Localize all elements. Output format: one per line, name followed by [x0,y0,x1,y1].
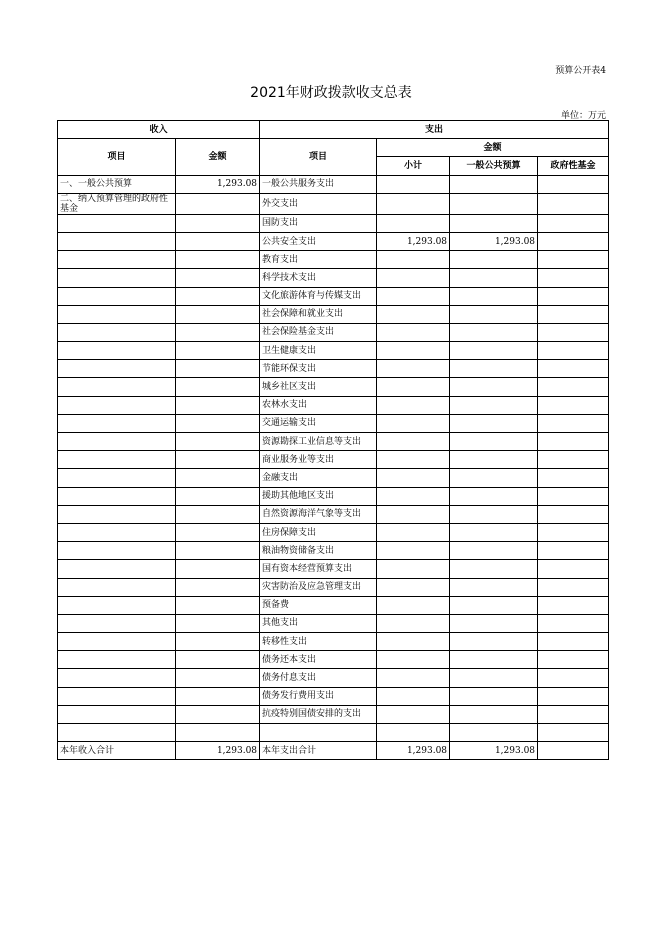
general-budget-cell [450,305,538,323]
subtotal-cell [377,705,450,723]
subtotal-cell [377,214,450,232]
gov-fund-cell [538,342,609,360]
expense-item-header: 项目 [260,139,377,175]
table-row [58,342,609,360]
table-row [58,505,609,523]
expense-item-cell: 住房保障支出 [260,523,377,541]
expense-item-cell: 其他支出 [260,614,377,632]
expense-item-cell: 文化旅游体育与传媒支出 [260,287,377,305]
totals-row [58,742,609,760]
table-row [58,175,609,193]
income-amount-cell [176,614,260,632]
income-item-cell [58,724,176,742]
gov-fund-cell [538,175,609,193]
gov-fund-cell [538,523,609,541]
table-row [58,396,609,414]
expense-item-cell: 抗疫特别国债安排的支出 [260,705,377,723]
income-amount-cell [176,214,260,232]
income-amount-cell [176,396,260,414]
gov-fund-cell [538,578,609,596]
general-budget-cell [450,560,538,578]
gov-fund-cell [538,378,609,396]
income-amount-cell [176,232,260,250]
general-budget-cell [450,214,538,232]
income-amount-cell [176,651,260,669]
expense-item-cell: 债务还本支出 [260,651,377,669]
table-row [58,487,609,505]
general-budget-cell [450,193,538,214]
expense-item-cell: 一般公共服务支出 [260,175,377,193]
income-item-cell [58,269,176,287]
general-budget-cell [450,378,538,396]
expense-amount-header: 金额 [377,139,609,157]
expense-item-cell: 国有资本经营预算支出 [260,560,377,578]
gov-fund-cell [538,596,609,614]
subtotal-cell [377,523,450,541]
expense-item-cell: 国防支出 [260,214,377,232]
table-row [58,596,609,614]
table-row [58,323,609,341]
gov-fund-cell [538,269,609,287]
income-amount-cell [176,523,260,541]
subtotal-cell [377,633,450,651]
subtotal-header: 小计 [377,157,450,175]
general-budget-cell [450,614,538,632]
subtotal-cell [377,193,450,214]
subtotal-cell [377,487,450,505]
table-row [58,287,609,305]
general-budget-cell [450,342,538,360]
general-budget-cell [450,251,538,269]
table-row [58,578,609,596]
income-item-cell [58,469,176,487]
table-row [58,560,609,578]
unit-label: 单位：万元 [560,111,606,121]
income-item-cell [58,669,176,687]
subtotal-cell [377,687,450,705]
income-amount-cell [176,578,260,596]
subtotal-cell [377,269,450,287]
expense-item-cell: 卫生健康支出 [260,342,377,360]
subtotal-cell [377,287,450,305]
expense-item-cell: 节能环保支出 [260,360,377,378]
general-budget-cell [450,687,538,705]
income-amount-header: 金额 [176,139,260,175]
table-row [58,669,609,687]
general-budget-cell [450,175,538,193]
subtotal-cell [377,469,450,487]
gov-fund-cell [538,614,609,632]
expense-total-fund [538,742,609,760]
general-budget-cell [450,451,538,469]
general-budget-cell: 1,293.08 [450,232,538,250]
table-row [58,469,609,487]
income-amount-cell [176,451,260,469]
gov-fund-cell [538,469,609,487]
table-row [58,193,609,214]
gov-fund-cell [538,542,609,560]
gov-fund-cell [538,669,609,687]
income-amount-cell: 1,293.08 [176,175,260,193]
gov-fund-cell [538,633,609,651]
income-item-cell [58,687,176,705]
income-item-cell [58,487,176,505]
gov-fund-cell [538,687,609,705]
general-budget-cell [450,396,538,414]
subtotal-cell [377,614,450,632]
subtotal-cell [377,433,450,451]
header-row-1 [58,121,609,139]
expense-item-cell: 转移性支出 [260,633,377,651]
expense-item-cell: 农林水支出 [260,396,377,414]
expense-total-general: 1,293.08 [450,742,538,760]
income-amount-cell [176,633,260,651]
subtotal-cell [377,323,450,341]
page-title: 2021年财政拨款收支总表 [250,85,412,101]
subtotal-cell [377,342,450,360]
general-budget-cell [450,469,538,487]
gov-fund-cell [538,433,609,451]
subtotal-cell [377,305,450,323]
subtotal-cell [377,669,450,687]
expense-item-cell: 社会保险基金支出 [260,323,377,341]
gov-fund-cell [538,396,609,414]
expense-total-label: 本年支出合计 [260,742,377,760]
expense-item-cell: 金融支出 [260,469,377,487]
form-number: 预算公开表4 [555,66,606,76]
income-item-header: 项目 [58,139,176,175]
gov-fund-cell [538,232,609,250]
table-row [58,232,609,250]
gov-fund-cell [538,360,609,378]
expense-item-cell [260,724,377,742]
table-row [58,705,609,723]
income-amount-cell [176,323,260,341]
gov-fund-cell [538,193,609,214]
table-row [58,687,609,705]
income-amount-cell [176,687,260,705]
income-item-cell [58,214,176,232]
general-budget-cell [450,433,538,451]
table-row [58,451,609,469]
gov-fund-cell [538,305,609,323]
general-budget-cell [450,542,538,560]
general-budget-cell [450,323,538,341]
income-item-cell [58,596,176,614]
general-budget-cell [450,669,538,687]
income-amount-cell [176,542,260,560]
expense-item-cell: 债务付息支出 [260,669,377,687]
gov-fund-cell [538,451,609,469]
general-budget-cell [450,578,538,596]
general-budget-cell [450,287,538,305]
income-item-cell [58,251,176,269]
subtotal-cell [377,724,450,742]
income-item-cell [58,396,176,414]
income-amount-cell [176,193,260,214]
table-row [58,651,609,669]
income-item-cell [58,542,176,560]
income-amount-cell [176,469,260,487]
income-amount-cell [176,378,260,396]
subtotal-cell [377,505,450,523]
expense-item-cell: 科学技术支出 [260,269,377,287]
table-row [58,542,609,560]
income-total-amount: 1,293.08 [176,742,260,760]
income-item-cell [58,433,176,451]
gov-fund-cell [538,505,609,523]
income-item-cell [58,614,176,632]
table-row [58,360,609,378]
expense-item-cell: 资源勘探工业信息等支出 [260,433,377,451]
expense-item-cell: 援助其他地区支出 [260,487,377,505]
general-budget-cell [450,651,538,669]
gov-fund-cell [538,214,609,232]
gov-fund-cell [538,287,609,305]
gov-fund-cell [538,724,609,742]
income-amount-cell [176,669,260,687]
income-amount-cell [176,596,260,614]
expense-item-cell: 粮油物资储备支出 [260,542,377,560]
expense-item-cell: 债务发行费用支出 [260,687,377,705]
general-budget-cell [450,633,538,651]
general-budget-cell [450,596,538,614]
gov-fund-cell [538,560,609,578]
general-budget-cell [450,705,538,723]
subtotal-cell [377,560,450,578]
subtotal-cell [377,451,450,469]
general-budget-header: 一般公共预算 [450,157,538,175]
subtotal-cell [377,651,450,669]
expense-item-cell: 自然资源海洋气象等支出 [260,505,377,523]
table-row [58,724,609,742]
general-budget-cell [450,724,538,742]
table-row [58,433,609,451]
subtotal-cell [377,175,450,193]
table-row [58,378,609,396]
income-amount-cell [176,287,260,305]
income-item-cell [58,523,176,541]
expense-item-cell: 交通运输支出 [260,414,377,432]
expense-item-cell: 外交支出 [260,193,377,214]
income-amount-cell [176,505,260,523]
income-item-cell [58,651,176,669]
income-amount-cell [176,487,260,505]
expense-total-subtotal: 1,293.08 [377,742,450,760]
table-row [58,251,609,269]
expense-item-cell: 预备费 [260,596,377,614]
income-item-cell: 一、一般公共预算 [58,175,176,193]
gov-fund-cell [538,705,609,723]
income-item-cell [58,360,176,378]
income-amount-cell [176,433,260,451]
table-row [58,523,609,541]
table-row [58,614,609,632]
expense-item-cell: 灾害防治及应急管理支出 [260,578,377,596]
general-budget-cell [450,505,538,523]
expense-item-cell: 商业服务业等支出 [260,451,377,469]
gov-fund-cell [538,651,609,669]
expense-item-cell: 公共安全支出 [260,232,377,250]
income-amount-cell [176,269,260,287]
general-budget-cell [450,360,538,378]
expense-item-cell: 社会保障和就业支出 [260,305,377,323]
gov-fund-cell [538,323,609,341]
income-item-cell [58,451,176,469]
income-amount-cell [176,360,260,378]
income-amount-cell [176,342,260,360]
general-budget-cell [450,414,538,432]
income-total-label: 本年收入合计 [58,742,176,760]
budget-table [57,120,609,760]
gov-fund-cell [538,487,609,505]
subtotal-cell [377,396,450,414]
subtotal-cell [377,542,450,560]
subtotal-cell [377,360,450,378]
income-item-cell [58,414,176,432]
income-item-cell [58,323,176,341]
income-item-cell [58,633,176,651]
income-item-cell [58,378,176,396]
income-item-cell: 二、纳入预算管理的政府性基金 [58,193,176,214]
table-row [58,633,609,651]
income-amount-cell [176,560,260,578]
expense-item-cell: 城乡社区支出 [260,378,377,396]
income-item-cell [58,287,176,305]
income-amount-cell [176,305,260,323]
subtotal-cell [377,414,450,432]
income-item-cell [58,305,176,323]
income-item-cell [58,578,176,596]
subtotal-cell [377,578,450,596]
expense-header: 支出 [260,121,609,139]
subtotal-cell [377,596,450,614]
income-item-cell [58,505,176,523]
income-item-cell [58,342,176,360]
subtotal-cell [377,378,450,396]
income-amount-cell [176,414,260,432]
gov-fund-header: 政府性基金 [538,157,609,175]
general-budget-cell [450,523,538,541]
income-amount-cell [176,724,260,742]
header-row-2 [58,139,609,157]
table-row [58,269,609,287]
gov-fund-cell [538,251,609,269]
expense-item-cell: 教育支出 [260,251,377,269]
table-row [58,414,609,432]
income-item-cell [58,232,176,250]
income-header: 收入 [58,121,260,139]
income-amount-cell [176,251,260,269]
table-row [58,214,609,232]
income-item-cell [58,705,176,723]
table-row [58,305,609,323]
general-budget-cell [450,487,538,505]
gov-fund-cell [538,414,609,432]
general-budget-cell [450,269,538,287]
subtotal-cell [377,251,450,269]
subtotal-cell: 1,293.08 [377,232,450,250]
income-amount-cell [176,705,260,723]
income-item-cell [58,560,176,578]
